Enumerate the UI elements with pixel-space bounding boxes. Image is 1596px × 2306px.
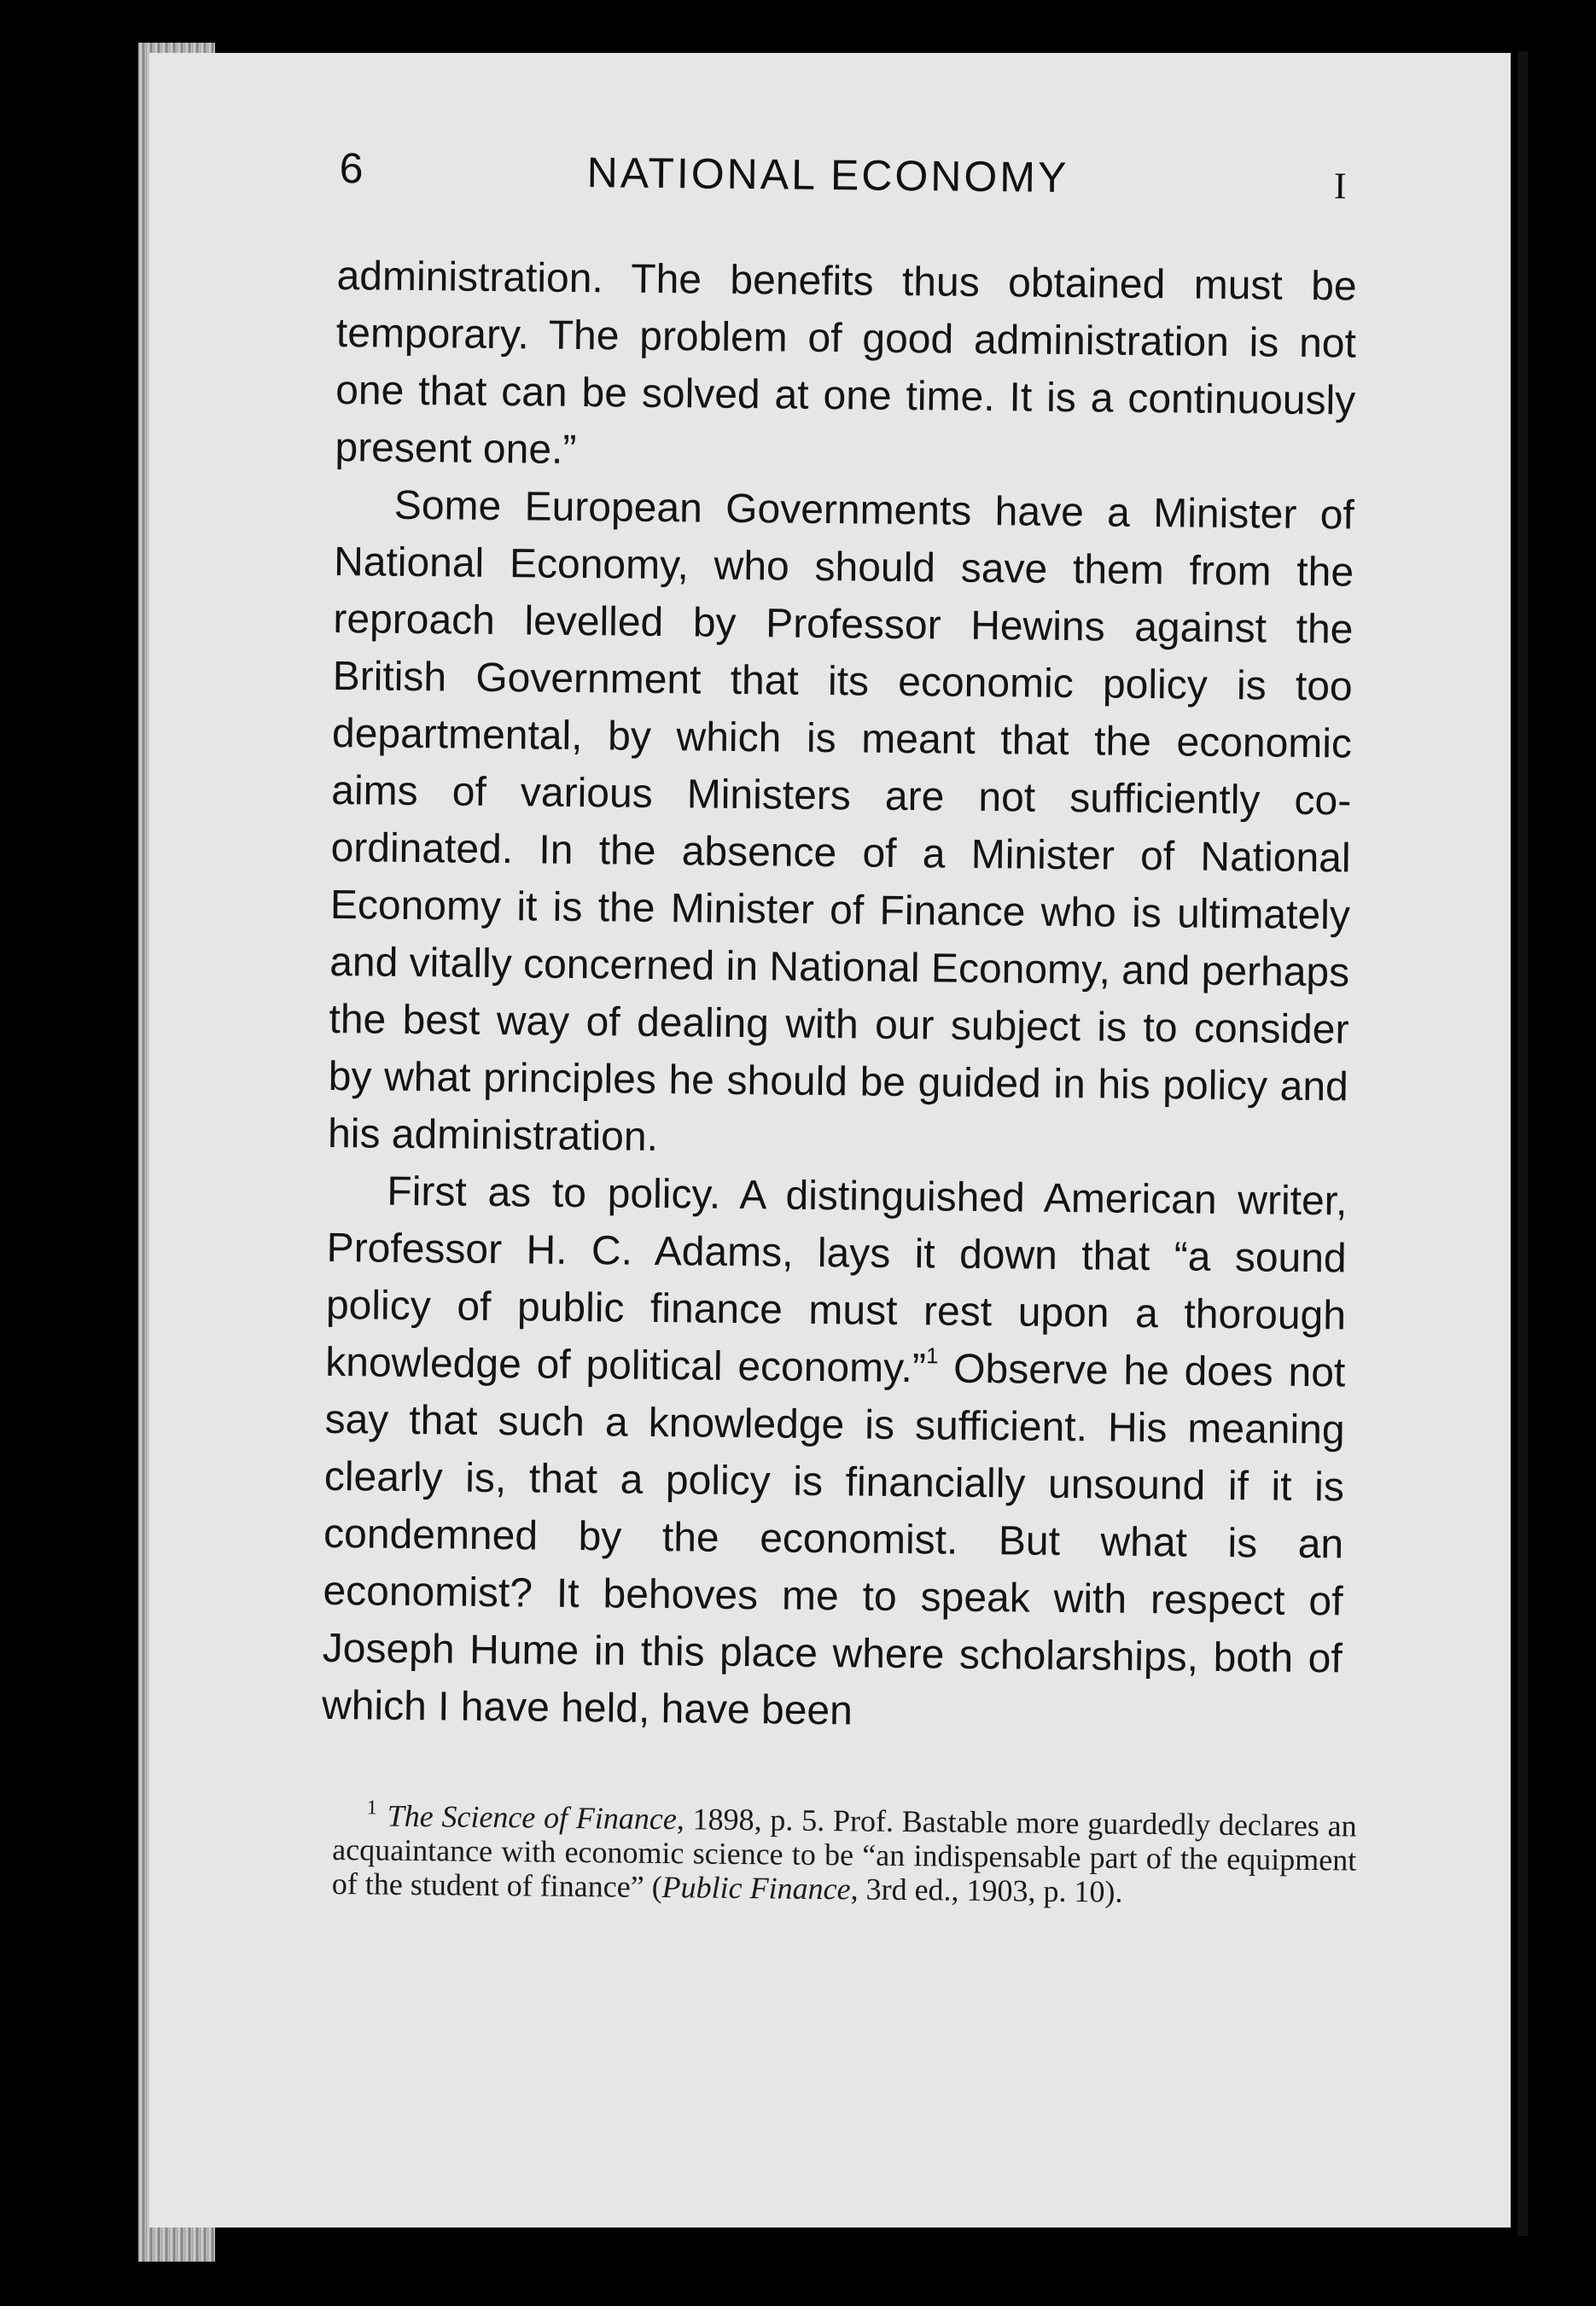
page-number: 6 [339, 143, 364, 193]
paragraph-text: First as to policy. A distinguished American writer, Professor H. C. Adams, lays it down that “a sound policy of public finance must rest upon a thorough knowledge of political economy.” [325, 1168, 1348, 1392]
footnote-reference: 1 [925, 1342, 939, 1369]
footnote-mark: 1 [366, 1796, 377, 1820]
running-title: NATIONAL ECONOMY [586, 148, 1069, 201]
footnote-text: , 1898, p. 5. Prof. Bastable more guardedly declares an acquaintance with economic science to be “an indispensable part of the equipment of the student of finance” ( [331, 1802, 1357, 1905]
footnote-title: The Science of Finance [387, 1798, 678, 1837]
body-text [322, 247, 1357, 1744]
footnote-title: Public Finance [661, 1870, 851, 1907]
paragraph-text: Observe he does not say that such a knowledge is sufficient. His meaning clearly is, that a policy is financially unsound if it is condemned by the economist. But what is an economist? It behoves me to speak with respect of Joseph Hume in this place where scholarships, both of which I have held, have been [321, 1346, 1346, 1734]
paragraph: Some European Governments have a Minister of National Economy, who should save them from the reproach levelled by Professor Hewins against the British Government that its economic policy is too departmental, by which is meant that the economic aims of various Ministers are not sufficiently co-ordinated. In the absence of a Minister of National Economy it is the Minister of Finance who is ultimately and vitally concerned in National Economy, and perhaps the best way of dealing with our subject is to consider by what principles he should be guided in his policy and his administration. [327, 482, 1355, 1160]
page-header [339, 143, 1355, 230]
paragraph: administration. The benefits thus obtained must be temporary. The problem of good administration is not one that can be solved at one time. It is a continuously present one.” [335, 253, 1357, 473]
page-right-edge [1517, 51, 1528, 2236]
footnote-text: , 3rd ed., 1903, p. 10). [850, 1872, 1123, 1909]
chapter-number: I [1333, 165, 1347, 207]
paragraph [322, 1162, 1348, 1744]
footnote [332, 1791, 1357, 1912]
